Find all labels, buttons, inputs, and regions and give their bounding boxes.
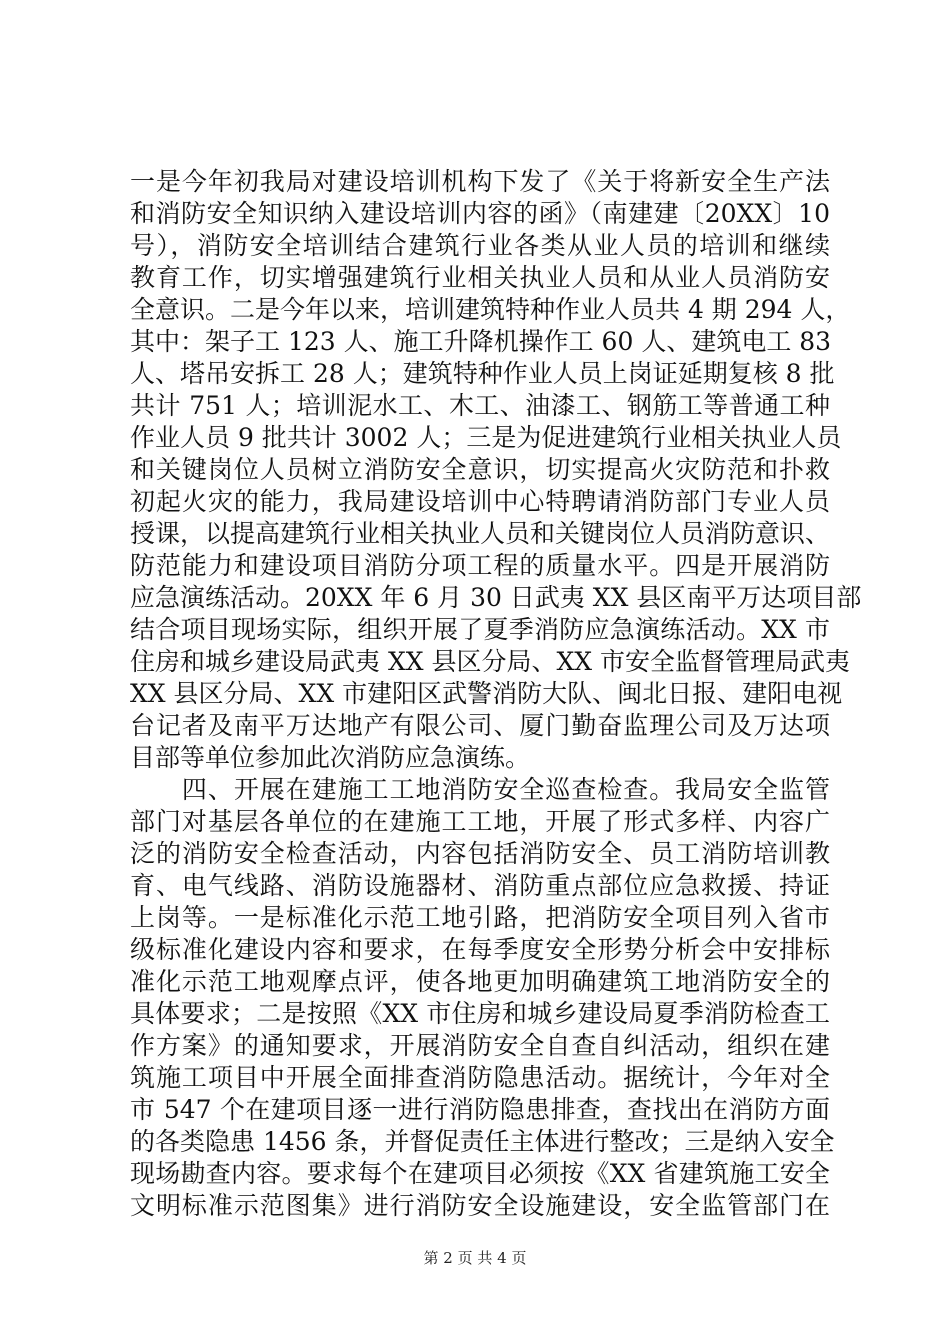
paragraph-2 <box>130 774 835 1222</box>
text-line: 现场勘查内容。要求每个在建项目必须按《XX 省建筑施工安全 <box>130 1159 830 1188</box>
text-line: 部门对基层各单位的在建施工工地，开展了形式多样、内容广 <box>130 807 830 836</box>
text-line: 应急演练活动。20XX 年 6 月 30 日武夷 XX 县区南平万达项目部 <box>130 583 862 612</box>
text-line: 其中：架子工 123 人、施工升降机操作工 60 人、建筑电工 83 <box>130 327 832 356</box>
text-line: 市 547 个在建项目逐一进行消防隐患排查，查找出在消防方面 <box>130 1095 830 1124</box>
text-line: 防范能力和建设项目消防分项工程的质量水平。四是开展消防 <box>130 551 830 580</box>
text-line: 台记者及南平万达地产有限公司、厦门勤奋监理公司及万达项 <box>130 711 830 740</box>
text-line: 和关键岗位人员树立消防安全意识，切实提高火灾防范和扑救 <box>130 455 830 484</box>
text-line: 作业人员 9 批共计 3002 人；三是为促进建筑行业相关执业人员 <box>130 423 842 452</box>
text-line: 和消防安全知识纳入建设培训内容的函》（南建建〔20XX〕10 <box>130 199 830 228</box>
text-line: 授课，以提高建筑行业相关执业人员和关键岗位人员消防意识、 <box>130 519 831 548</box>
text-line: 育、电气线路、消防设施器材、消防重点部位应急救援、持证 <box>130 871 830 900</box>
paragraph-1 <box>130 166 862 774</box>
text-line: 级标准化建设内容和要求，在每季度安全形势分析会中安排标 <box>130 935 830 964</box>
text-line: 上岗等。一是标准化示范工地引路，把消防安全项目列入省市 <box>130 903 830 932</box>
text-line: 共计 751 人；培训泥水工、木工、油漆工、钢筋工等普通工种 <box>130 391 830 420</box>
text-line: 住房和城乡建设局武夷 XX 县区分局、XX 市安全监督管理局武夷 <box>130 647 851 676</box>
text-line: 文明标准示范图集》进行消防安全设施建设，安全监管部门在 <box>130 1191 830 1220</box>
text-line: XX 县区分局、XX 市建阳区武警消防大队、闽北日报、建阳电视 <box>130 679 843 708</box>
text-line: 一是今年初我局对建设培训机构下发了《关于将新安全生产法 <box>130 167 830 196</box>
document-body <box>130 166 862 1222</box>
text-line: 的各类隐患 1456 条，并督促责任主体进行整改；三是纳入安全 <box>130 1127 835 1156</box>
page-footer: 第 2 页 共 4 页 <box>423 1249 527 1267</box>
text-line: 具体要求；二是按照《XX 市住房和城乡建设局夏季消防检查工 <box>130 999 830 1028</box>
text-line: 四、开展在建施工工地消防安全巡查检查。我局安全监管 <box>130 775 830 804</box>
text-line: 全意识。二是今年以来，培训建筑特种作业人员共 4 期 294 人， <box>130 295 851 324</box>
text-line: 初起火灾的能力，我局建设培训中心特聘请消防部门专业人员 <box>130 487 830 516</box>
text-line: 作方案》的通知要求，开展消防安全自查自纠活动，组织在建 <box>130 1031 830 1060</box>
text-line: 筑施工项目中开展全面排查消防隐患活动。据统计，今年对全 <box>130 1063 830 1092</box>
text-line: 准化示范工地观摩点评，使各地更加明确建筑工地消防安全的 <box>130 967 830 996</box>
text-line: 号），消防安全培训结合建筑行业各类从业人员的培训和继续 <box>130 231 830 260</box>
text-line: 结合项目现场实际，组织开展了夏季消防应急演练活动。XX 市 <box>130 615 830 644</box>
text-line: 教育工作，切实增强建筑行业相关执业人员和从业人员消防安 <box>130 263 830 292</box>
text-line: 目部等单位参加此次消防应急演练。 <box>130 743 531 772</box>
text-line: 泛的消防安全检查活动，内容包括消防安全、员工消防培训教 <box>130 839 830 868</box>
text-line: 人、塔吊安拆工 28 人；建筑特种作业人员上岗证延期复核 8 批 <box>130 359 835 388</box>
